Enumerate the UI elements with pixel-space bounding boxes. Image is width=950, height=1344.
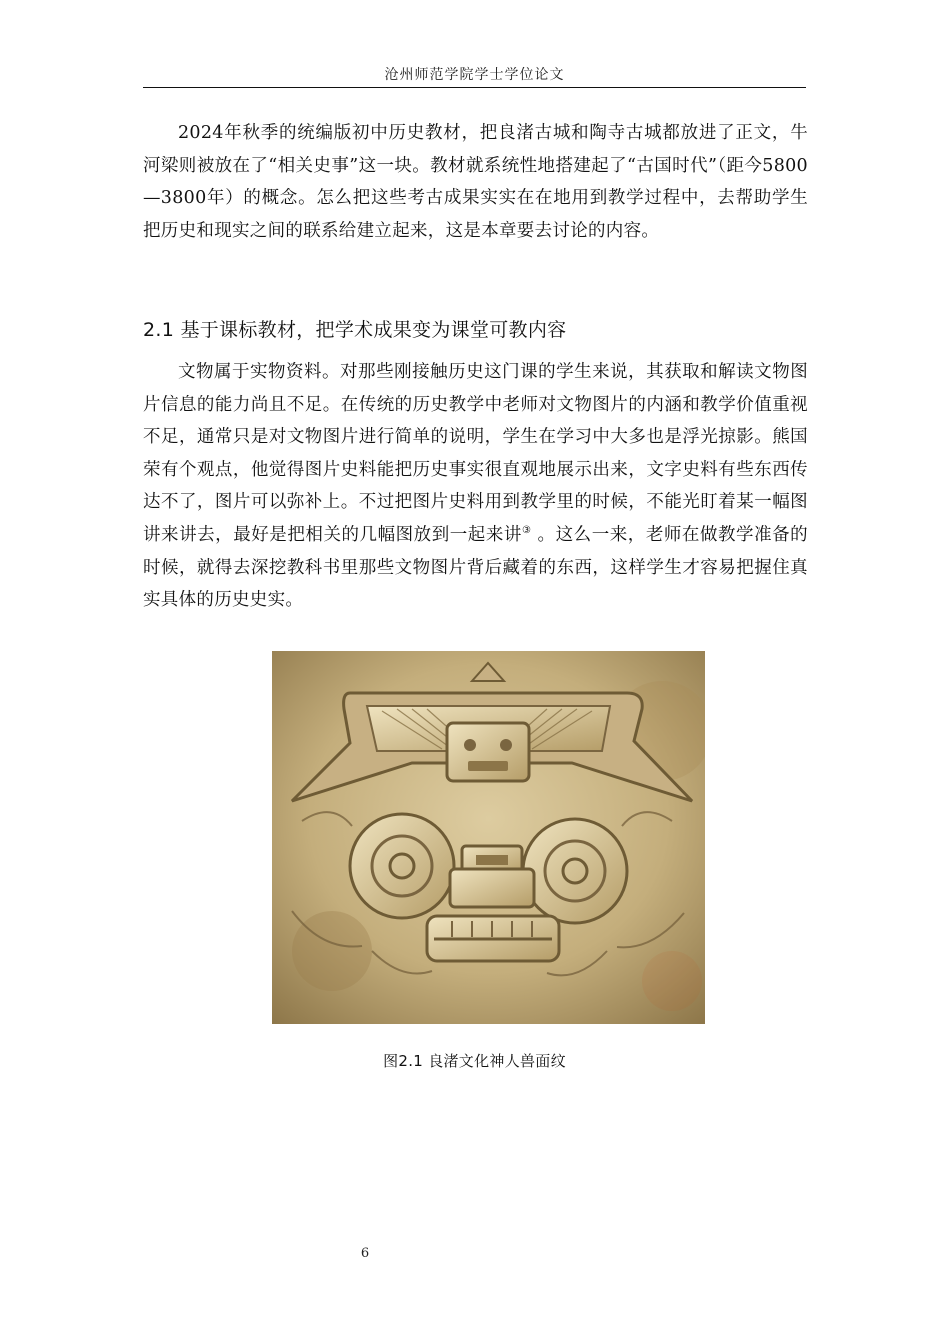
section-heading: 2.1 基于课标教材，把学术成果变为课堂可教内容 — [143, 319, 567, 341]
page-number: 6 — [360, 1246, 370, 1261]
body-text-before-note: 文物属于实物资料。对那些刚接触历史这门课的学生来说，其获取和解读文物图片信息的能力尚且不足。在传统的历史教学中老师对文物图片的内涵和教学价值重视不足，通常只是对文物图片进行简单的说明，学生在学习中大多也是浮光掠影。熊国荣有个观点，他觉得图片史料能把历史事实很直观地展示出来，文字史料有些东西传达不了，图片可以弥补上。不过把图片史料用到教学里的时候，不能光盯着某一幅图讲来讲去，最好是把相关的几幅图放到一起来讲 — [143, 362, 808, 545]
figure-image — [272, 651, 705, 1024]
body-paragraph — [143, 356, 808, 617]
jade-mask-relief-illustration — [272, 651, 705, 1024]
body-text-after-note: 。这么一来，老师在做教学准备的时候，就得去深挖教科书里那些文物图片背后藏着的东西，这样学生才容易把握住真实具体的历史史实。 — [143, 524, 808, 611]
figure-caption: 图2.1 良渚文化神人兽面纹 — [383, 1052, 566, 1070]
intro-paragraph: 2024年秋季的统编版初中历史教材，把良渚古城和陶寺古城都放进了正文，牛河梁则被放在了“相关史事”这一块。教材就系统性地搭建起了“古国时代”（距今5800—3800年）的概念。怎么把这些考古成果实实在在地用到教学过程中，去帮助学生把历史和现实之间的联系给建立起来，这是本章要去讨论的内容。 — [143, 123, 808, 241]
header-divider — [143, 87, 806, 88]
running-header: 沧州师范学院学士学位论文 — [384, 67, 565, 83]
footnote-marker: ③ — [521, 525, 532, 537]
